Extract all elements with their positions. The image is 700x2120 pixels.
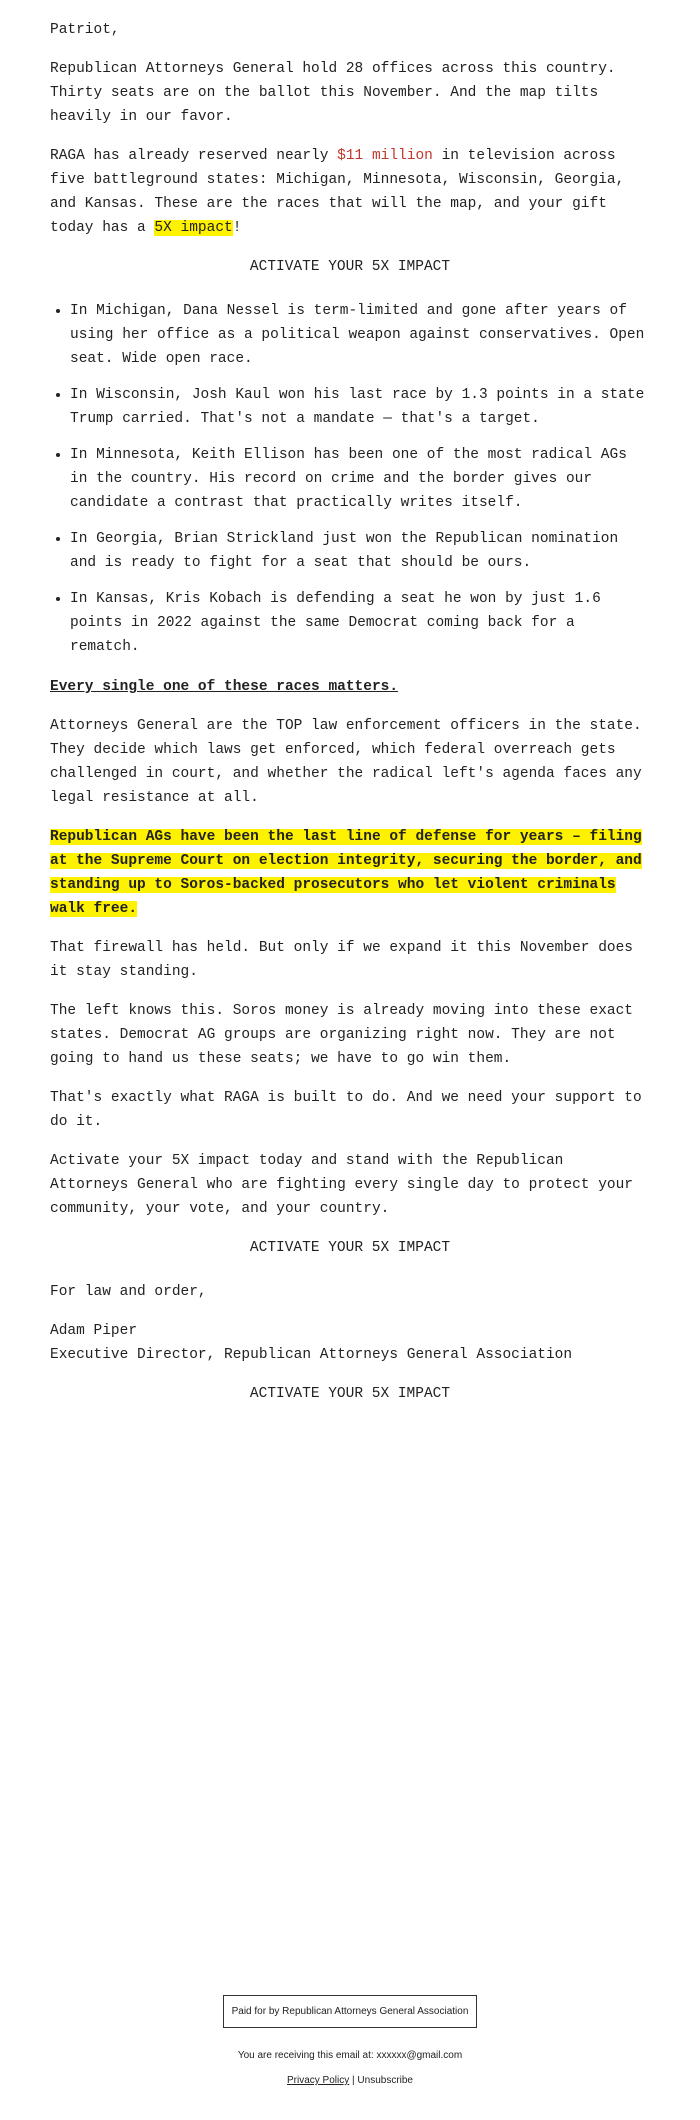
activate-impact-link-bottom[interactable]: ACTIVATE YOUR 5X IMPACT: [249, 1386, 451, 1402]
footer-links: [0, 2075, 700, 2086]
raga-paragraph: That's exactly what RAGA is built to do. And we need your support to do it.: [50, 1090, 642, 1130]
race-item-kansas: • In Kansas, Kris Kobach is defending a seat he won by just 1.6 points in 2022 against the same Democrat coming back for a rematch.: [70, 587, 650, 659]
privacy-policy-link[interactable]: Privacy Policy: [287, 2075, 350, 2086]
race-item-wisconsin: • In Wisconsin, Josh Kaul won his last race by 1.3 points in a state Trump carried. That's not a mandate — that's a target.: [70, 383, 650, 431]
race-item-michigan: • In Michigan, Dana Nessel is term-limited and gone after years of using her office as a political weapon against conservatives. Open seat. Wide open race.: [70, 299, 650, 371]
intro-paragraph: Republican Attorneys General hold 28 offices across this country. Thirty seats are on the ballot this November. And the map tilts heavily in our favor.: [50, 61, 616, 125]
email-body: [50, 18, 650, 1426]
reserve-paragraph: [50, 144, 650, 240]
reserve-text-end: !: [232, 220, 242, 236]
impact-highlight: 5X impact: [154, 220, 233, 236]
signer-title: Executive Director, Republican Attorneys General Association: [50, 1347, 573, 1363]
firewall-paragraph: That firewall has held. But only if we expand it this November does it stay standing.: [50, 940, 633, 980]
signature-block: [50, 1319, 650, 1367]
defense-paragraph: [50, 825, 650, 921]
signoff: For law and order,: [50, 1284, 207, 1300]
activate-paragraph: Activate your 5X impact today and stand with the Republican Attorneys General who are fighting every single day to protect your community, your vote, and your country.: [50, 1153, 633, 1217]
races-matter-heading: Every single one of these races matters.: [50, 679, 399, 695]
reserve-text-before: RAGA has already reserved nearly: [50, 148, 338, 164]
unsubscribe-link[interactable]: Unsubscribe: [357, 2075, 413, 2086]
reserve-text-after: in television across five battleground states: Michigan, Minnesota, Wisconsin, Georgia, and Kansas. These are the races that will the map, and your gift today has a: [50, 148, 625, 236]
footer-link-separator: |: [349, 2075, 358, 2086]
email-footer: [0, 1995, 700, 2086]
reserve-amount: $11 million: [337, 148, 433, 164]
activate-impact-link-top[interactable]: ACTIVATE YOUR 5X IMPACT: [249, 259, 451, 275]
paid-for-box: Paid for by Republican Attorneys General Association: [223, 1995, 478, 2028]
race-item-georgia: • In Georgia, Brian Strickland just won the Republican nomination and is ready to fight for a seat that should be ours.: [70, 527, 650, 575]
greeting: Patriot,: [50, 22, 120, 38]
race-item-minnesota: • In Minnesota, Keith Ellison has been one of the most radical AGs in the country. His record on crime and the border gives our candidate a contrast that practically writes itself.: [70, 443, 650, 515]
attorneys-general-paragraph: Attorneys General are the TOP law enforcement officers in the state. They decide which laws get enforced, which federal overreach gets challenged in court, and whether the radical left's agenda faces any legal resistance at all.: [50, 718, 642, 806]
receiving-email-notice: You are receiving this email at: xxxxxx@gmail.com: [237, 2050, 463, 2061]
races-list: [50, 299, 650, 659]
defense-highlight: Republican AGs have been the last line of defense for years – filing at the Supreme Court on election integrity, securing the border, and standing up to Soros-backed prosecutors who let violent criminals walk free.: [50, 829, 642, 917]
left-knows-paragraph: The left knows this. Soros money is already moving into these exact states. Democrat AG groups are organizing right now. They are not going to hand us these seats; we have to go win them.: [50, 1003, 633, 1067]
signer-name: Adam Piper: [50, 1323, 138, 1339]
activate-impact-link-middle[interactable]: ACTIVATE YOUR 5X IMPACT: [249, 1240, 451, 1256]
